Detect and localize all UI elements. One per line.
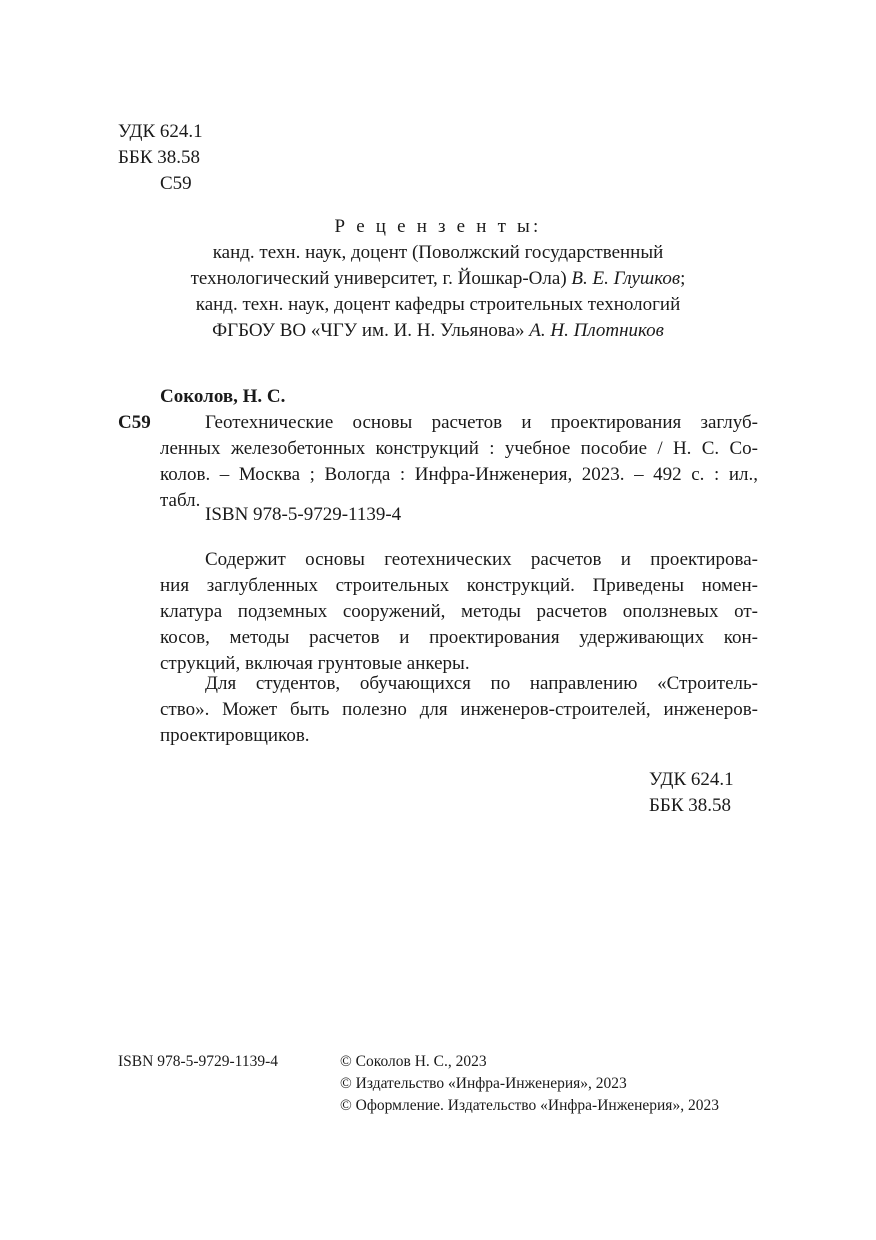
abstract-p1-line-4: косов, методы расчетов и проектирования удерживающих кон- xyxy=(160,627,758,648)
abstract-p1-line-2: ния заглубленных строительных конструкций. Приведены номен- xyxy=(160,575,758,596)
author-mark-code: С59 xyxy=(160,173,192,194)
reviewer-line-4-text: ФГБОУ ВО «ЧГУ им. И. Н. Ульянова» xyxy=(212,320,525,341)
reviewer-name-1: В. Е. Глушков xyxy=(571,268,681,289)
reviewer-name-2: А. Н. Плотников xyxy=(529,320,664,341)
abstract-p1-line-1: Содержит основы геотехнических расчетов и проектирова- xyxy=(205,549,758,570)
reviewer-line-1: канд. техн. наук, доцент (Поволжский государственный xyxy=(212,242,664,263)
bbk-code: ББК 38.58 xyxy=(118,147,200,168)
copyright-line-1: © Соколов Н. С., 2023 xyxy=(340,1053,487,1070)
reviewer-line-2-text: технологический университет, г. Йошкар-Ола) xyxy=(190,268,567,289)
copyright-isbn: ISBN 978-5-9729-1139-4 xyxy=(118,1053,279,1070)
catalog-line-1: Геотехнические основы расчетов и проектирования заглуб- xyxy=(205,412,758,433)
abstract-p1-line-5: струкций, включая грунтовые анкеры. xyxy=(160,653,470,674)
catalog-mark: С59 xyxy=(118,412,151,433)
udk-code: УДК 624.1 xyxy=(118,121,203,142)
catalog-line-3: колов. – Москва ; Вологда : Инфра-Инженерия, 2023. – 492 с. : ил., xyxy=(160,464,758,485)
reviewer-line-4 xyxy=(118,317,758,344)
catalog-author: Соколов, Н. С. xyxy=(160,386,286,407)
footer-udk-code: УДК 624.1 xyxy=(649,769,734,790)
reviewer-line-2 xyxy=(118,265,758,292)
reviewer-line-2-end: ; xyxy=(680,268,686,289)
catalog-line-2: ленных железобетонных конструкций : учебное пособие / Н. С. Со- xyxy=(160,438,758,459)
reviewers-heading: Р е ц е н з е н т ы: xyxy=(334,216,542,237)
abstract-p2-line-2: ство». Может быть полезно для инженеров-строителей, инженеров- xyxy=(160,699,758,720)
footer-bbk-code: ББК 38.58 xyxy=(649,795,731,816)
abstract-p1-line-3: клатура подземных сооружений, методы расчетов оползневых от- xyxy=(160,601,758,622)
copyright-line-2: © Издательство «Инфра-Инженерия», 2023 xyxy=(340,1075,627,1092)
copyright-line-3: © Оформление. Издательство «Инфра-Инженерия», 2023 xyxy=(340,1097,719,1114)
abstract-p2-line-1: Для студентов, обучающихся по направлению «Строитель- xyxy=(205,673,758,694)
catalog-isbn: ISBN 978-5-9729-1139-4 xyxy=(205,504,402,525)
catalog-line-4: табл. xyxy=(160,490,201,511)
abstract-p2-line-3: проектировщиков. xyxy=(160,725,310,746)
reviewer-line-3: канд. техн. наук, доцент кафедры строительных технологий xyxy=(195,294,681,315)
